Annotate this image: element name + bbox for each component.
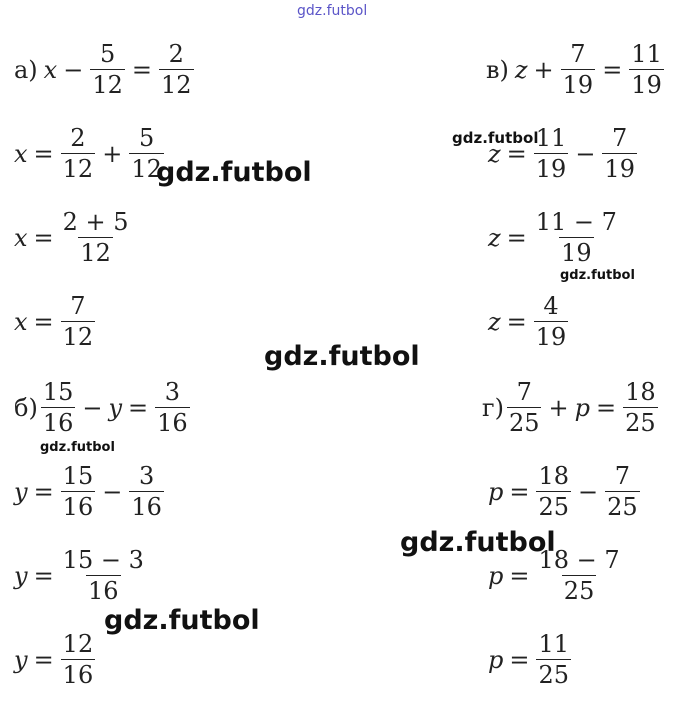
denominator: 16: [131, 493, 162, 521]
numerator: 5: [138, 124, 155, 152]
watermark-top: gdz.futbol: [297, 3, 368, 19]
var-x: x: [14, 223, 28, 252]
numerator: 15: [42, 378, 74, 406]
denominator: 16: [42, 409, 74, 437]
fraction: [506, 380, 543, 435]
fraction: [60, 126, 97, 181]
denominator: 25: [538, 493, 570, 521]
task-g-label: г): [482, 393, 504, 422]
var-x: x: [14, 139, 28, 168]
fraction: [60, 464, 97, 519]
denominator: 12: [131, 155, 162, 183]
fraction: [60, 210, 132, 265]
fraction: [560, 42, 597, 97]
var-p: p: [574, 393, 590, 422]
numerator: 18: [625, 378, 656, 406]
var-y: y: [14, 561, 28, 590]
var-z: z: [514, 55, 528, 84]
equals-sign: =: [506, 139, 527, 168]
fraction: [60, 548, 147, 603]
var-z: z: [488, 307, 501, 336]
task-a-step1: [14, 126, 165, 181]
watermark: gdz.futbol: [40, 440, 115, 455]
fraction: [40, 380, 77, 435]
task-b-step1: [14, 464, 165, 519]
task-v-answer: [488, 294, 569, 349]
denominator: 16: [62, 493, 94, 521]
equals-sign: =: [509, 477, 530, 506]
task-g-problem: [482, 380, 659, 435]
numerator: 12: [62, 630, 94, 658]
equals-sign: =: [33, 561, 54, 590]
minus-sign: −: [575, 139, 596, 168]
numerator: 5: [99, 40, 116, 68]
numerator: 11: [538, 630, 570, 658]
denominator: 19: [631, 71, 662, 99]
numerator: 2: [168, 40, 184, 68]
denominator: 16: [157, 409, 188, 437]
numerator: 18: [538, 462, 570, 490]
denominator: 12: [160, 71, 192, 99]
equals-sign: =: [33, 477, 54, 506]
plus-sign: +: [548, 393, 569, 422]
minus-sign: −: [578, 477, 599, 506]
denominator: 12: [80, 239, 111, 267]
denominator: 12: [62, 323, 94, 351]
fraction: [601, 126, 638, 181]
fraction: [535, 632, 572, 687]
fraction: [628, 42, 665, 97]
denominator: 25: [538, 661, 570, 689]
denominator: 12: [62, 155, 94, 183]
var-p: p: [488, 477, 504, 506]
denominator: 16: [62, 661, 94, 689]
watermark: gdz.futbol: [264, 341, 420, 372]
fraction: [533, 294, 570, 349]
var-y: y: [108, 393, 123, 422]
var-y: y: [14, 645, 28, 674]
numerator: 7: [516, 378, 532, 406]
equals-sign: =: [33, 223, 54, 252]
task-a-answer: [14, 294, 96, 349]
fraction: [128, 464, 165, 519]
task-v-step2: [488, 210, 620, 265]
fraction: [533, 210, 620, 265]
fraction: [154, 380, 191, 435]
var-x: x: [14, 307, 28, 336]
task-g-step1: [488, 464, 641, 519]
denominator: 25: [508, 409, 540, 437]
var-x: x: [43, 55, 58, 84]
numerator: 11 − 7: [535, 208, 617, 236]
task-b-step2: [14, 548, 147, 603]
numerator: 7: [614, 462, 631, 490]
denominator: 16: [87, 577, 119, 605]
fraction: [535, 464, 572, 519]
numerator: 2 + 5: [62, 208, 129, 236]
denominator: 19: [604, 155, 635, 183]
task-v-problem: [486, 42, 665, 97]
denominator: 19: [535, 155, 567, 183]
numerator: 7: [570, 40, 586, 68]
numerator: 7: [612, 124, 628, 152]
task-a-problem: [14, 42, 195, 97]
var-p: p: [488, 561, 504, 590]
denominator: 25: [563, 577, 595, 605]
numerator: 3: [138, 462, 155, 490]
var-p: p: [488, 645, 504, 674]
fraction: [604, 464, 641, 519]
task-a-step2: [14, 210, 132, 265]
plus-sign: +: [533, 55, 554, 84]
watermark: gdz.futbol: [560, 268, 635, 283]
numerator: 7: [70, 292, 86, 320]
fraction: [158, 42, 195, 97]
plus-sign: +: [102, 139, 123, 168]
denominator: 19: [535, 323, 567, 351]
numerator: 15: [62, 462, 94, 490]
denominator: 25: [607, 493, 638, 521]
watermark: gdz.futbol: [156, 157, 312, 188]
var-z: z: [488, 139, 501, 168]
denominator: 19: [562, 71, 594, 99]
task-b-label: б): [14, 393, 38, 422]
task-g-answer: [488, 632, 572, 687]
fraction: [89, 42, 126, 97]
minus-sign: −: [63, 55, 84, 84]
equals-sign: =: [509, 645, 530, 674]
equals-sign: =: [131, 55, 152, 84]
fraction: [60, 294, 97, 349]
equals-sign: =: [509, 561, 530, 590]
equals-sign: =: [128, 393, 149, 422]
watermark: gdz.futbol: [452, 129, 539, 147]
numerator: 18 − 7: [538, 546, 620, 574]
numerator: 11: [631, 40, 662, 68]
numerator: 4: [543, 292, 559, 320]
equals-sign: =: [33, 139, 54, 168]
numerator: 2: [70, 124, 86, 152]
equals-sign: =: [595, 393, 617, 422]
task-b-answer: [14, 632, 96, 687]
var-z: z: [488, 223, 501, 252]
denominator: 25: [625, 409, 656, 437]
equals-sign: =: [506, 223, 527, 252]
equals-sign: =: [33, 645, 54, 674]
watermark: gdz.futbol: [104, 605, 260, 636]
equals-sign: =: [506, 307, 527, 336]
minus-sign: −: [82, 393, 103, 422]
var-y: y: [14, 477, 28, 506]
task-v-label: в): [486, 55, 509, 84]
fraction: [60, 632, 97, 687]
denominator: 12: [92, 71, 123, 99]
fraction: [622, 380, 659, 435]
numerator: 15 − 3: [62, 546, 144, 574]
numerator: 3: [164, 378, 181, 406]
watermark: gdz.futbol: [400, 527, 556, 558]
minus-sign: −: [102, 477, 123, 506]
denominator: 19: [561, 239, 592, 267]
task-a-label: а): [14, 55, 38, 84]
equals-sign: =: [602, 55, 623, 84]
equals-sign: =: [33, 307, 54, 336]
task-b-problem: [14, 380, 191, 435]
numerator: 11: [535, 124, 567, 152]
